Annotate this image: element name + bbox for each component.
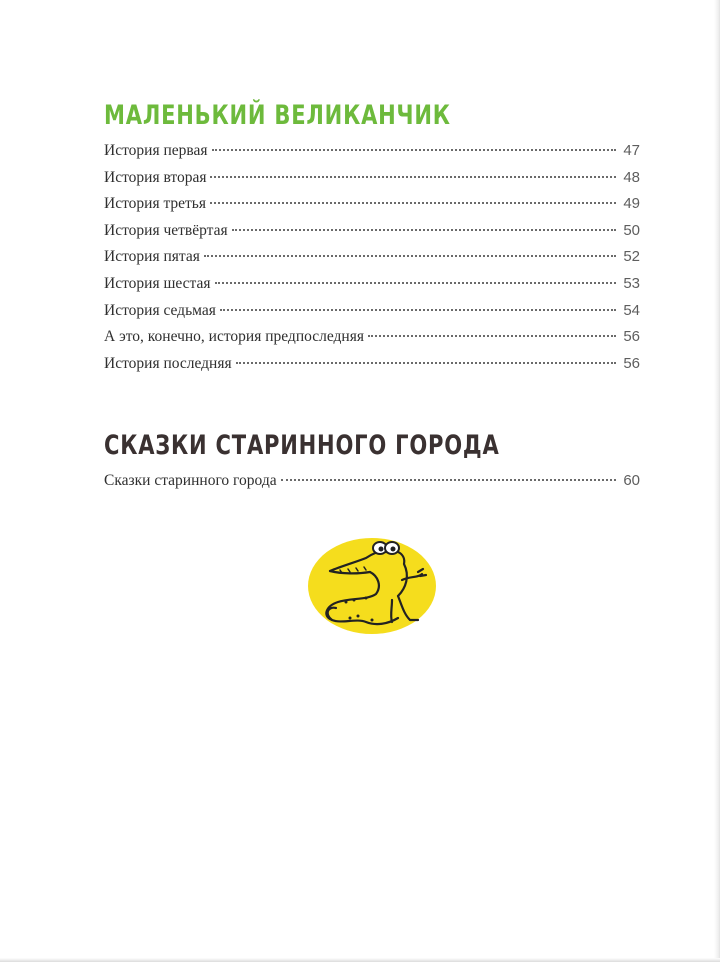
toc-entry <box>104 195 640 222</box>
toc-entry-label: История вторая <box>104 168 207 186</box>
dot-leader <box>215 282 617 284</box>
toc-entry-page: 52 <box>623 248 640 266</box>
toc-entry <box>104 169 640 196</box>
dot-leader <box>236 362 616 364</box>
dot-leader <box>210 176 616 178</box>
toc-entry <box>104 355 640 382</box>
toc-entry-label: Сказки старинного города <box>104 472 277 489</box>
dot-leader <box>281 479 616 481</box>
toc-section-2 <box>104 430 640 499</box>
toc-list <box>104 472 640 499</box>
toc-entry <box>104 328 640 355</box>
section-title: МАЛЕНЬКИЙ ВЕЛИКАНЧИК <box>104 100 451 131</box>
toc-entry-label: История последняя <box>104 354 232 372</box>
toc-entry-label: История седьмая <box>104 301 216 319</box>
page-edge <box>714 0 720 962</box>
dot-leader <box>210 202 616 204</box>
crocodile-icon <box>306 536 438 636</box>
toc-section-1 <box>104 100 640 381</box>
toc-entry <box>104 472 640 499</box>
toc-entry <box>104 275 640 302</box>
toc-entry-label: История первая <box>104 142 208 159</box>
toc-entry-page: 48 <box>623 168 640 186</box>
dot-leader <box>212 149 617 151</box>
illustration <box>306 536 438 636</box>
toc-entry-page: 60 <box>623 472 640 489</box>
dot-leader <box>204 255 616 257</box>
toc-entry-label: А это, конечно, история предпоследняя <box>104 328 364 346</box>
page-edge <box>0 958 720 962</box>
toc-entry-label: История шестая <box>104 274 211 292</box>
toc-entry-page: 49 <box>623 195 640 213</box>
dot-leader <box>232 229 616 231</box>
toc-entry <box>104 222 640 249</box>
toc-entry <box>104 248 640 275</box>
toc-list <box>104 142 640 381</box>
toc-entry-label: История третья <box>104 195 207 213</box>
toc-entry-page: 56 <box>623 354 640 372</box>
toc-entry-page: 47 <box>623 142 640 159</box>
toc-entry <box>104 142 640 169</box>
dot-leader <box>220 309 616 311</box>
toc-entry-page: 56 <box>623 328 640 346</box>
toc-entry-page: 50 <box>623 221 640 239</box>
section-title: СКАЗКИ СТАРИННОГО ГОРОДА <box>104 430 500 461</box>
toc-entry-page: 53 <box>623 274 640 292</box>
toc-entry <box>104 302 640 329</box>
toc-entry-label: История четвёртая <box>104 221 228 239</box>
toc-entry-label: История пятая <box>104 248 200 266</box>
dot-leader <box>368 335 616 337</box>
toc-entry-page: 54 <box>623 301 640 319</box>
